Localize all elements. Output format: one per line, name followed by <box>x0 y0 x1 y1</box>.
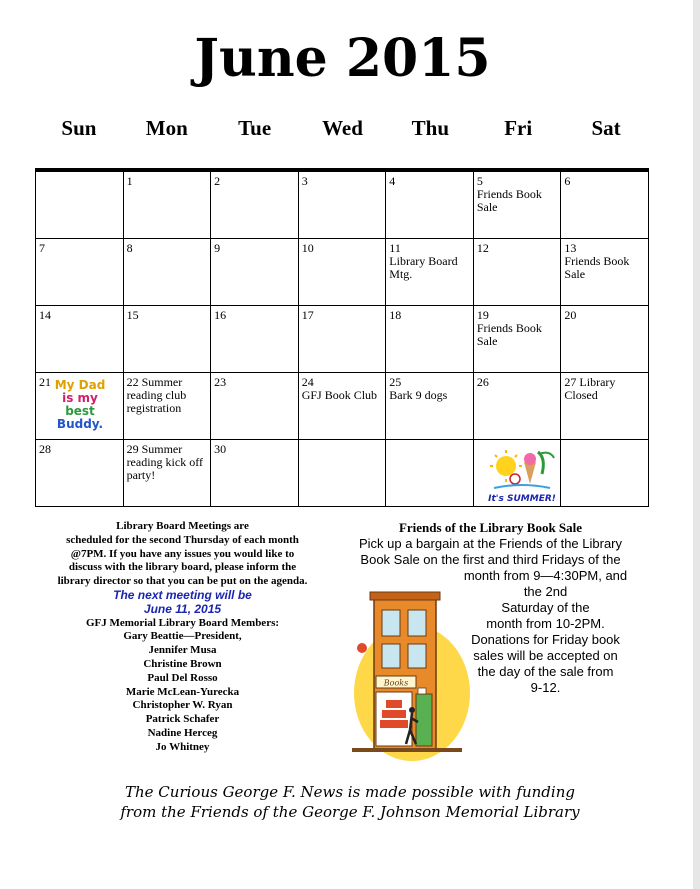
calendar-grid <box>35 168 649 507</box>
board-member: Paul Del Rosso <box>147 671 218 684</box>
day-number: 24 <box>301 375 314 389</box>
day-event: Friends Book Sale <box>564 254 630 281</box>
day-cell <box>211 373 299 440</box>
footer-line: The Curious George F. News is made possible with funding <box>125 783 575 801</box>
day-number: 12 <box>476 241 489 255</box>
day-cell <box>386 239 474 306</box>
dad-art-line: is my <box>62 391 98 405</box>
board-member: Jo Whitney <box>155 740 210 753</box>
book-sale-line: Book Sale on the first and third Fridays of the <box>360 552 621 567</box>
day-event: Friends Book Sale <box>476 187 542 214</box>
board-member: Gary Beattie—President, <box>123 630 242 643</box>
board-member: Christopher W. Ryan <box>132 699 233 712</box>
day-number: 25 <box>389 375 402 389</box>
footer-credit <box>0 782 700 822</box>
book-sale-line: Donations for Friday book <box>471 632 620 647</box>
dow-wed: Wed <box>322 116 363 140</box>
day-number: 1 <box>126 174 133 188</box>
day-cell <box>211 440 299 507</box>
day-cell <box>299 172 387 239</box>
day-cell <box>124 440 212 507</box>
book-sale-line: 9-12. <box>530 680 561 695</box>
day-event: Library Board Mtg. <box>389 254 458 281</box>
day-number: 14 <box>39 308 51 322</box>
day-number: 28 <box>39 442 51 456</box>
day-cell <box>36 239 124 306</box>
board-intro-line: discuss with the library board, please inform the <box>68 561 297 574</box>
book-sale-line: Saturday of the <box>501 600 590 615</box>
day-cell <box>386 373 474 440</box>
day-of-week-header <box>35 116 650 144</box>
day-cell <box>561 440 649 507</box>
footer-line: from the Friends of the George F. Johnson Memorial Library <box>120 803 580 821</box>
day-number: 17 <box>301 308 314 322</box>
day-number: 9 <box>214 241 221 255</box>
day-number: 8 <box>126 241 133 255</box>
book-sale-heading: Friends of the Library Book Sale <box>398 520 583 535</box>
day-cell <box>299 239 387 306</box>
day-cell <box>561 306 649 373</box>
day-number: 16 <box>214 308 227 322</box>
board-intro-line: scheduled for the second Thursday of each month <box>66 533 299 546</box>
my-dad-clipart <box>52 379 108 437</box>
day-cell <box>474 373 562 440</box>
day-number: 5 <box>476 174 483 188</box>
board-member: Patrick Schafer <box>145 713 220 726</box>
day-cell <box>474 172 562 239</box>
book-sale-line: Pick up a bargain at the Friends of the Library <box>358 536 623 551</box>
next-meeting-date: June 11, 2015 <box>143 601 222 616</box>
board-intro-line: library director so that you can be put on the agenda. <box>57 575 308 588</box>
dow-thu: Thu <box>411 116 450 140</box>
day-number: 30 <box>214 442 227 456</box>
day-cell <box>124 373 212 440</box>
day-cell <box>561 239 649 306</box>
board-member: Nadine Herceg <box>147 726 218 739</box>
day-cell <box>36 172 124 239</box>
day-cell <box>474 239 562 306</box>
day-cell <box>36 306 124 373</box>
next-meeting-line: The next meeting will be <box>113 587 252 602</box>
day-number: 7 <box>39 241 45 255</box>
day-event: Library Closed <box>564 375 616 402</box>
day-cell <box>36 440 124 507</box>
board-intro-line: Library Board Meetings are <box>116 520 249 532</box>
day-event: Friends Book Sale <box>476 321 542 348</box>
day-number: 21 <box>39 375 51 389</box>
board-member: Jennifer Musa <box>148 644 217 657</box>
book-sale-line: the day of the sale from <box>477 664 614 679</box>
books-sign-text: Books <box>383 678 409 688</box>
day-number: 19 <box>476 308 489 322</box>
dad-art-line: My Dad <box>54 378 106 392</box>
day-event: GFJ Book Club <box>301 388 378 402</box>
day-number: 15 <box>126 308 139 322</box>
day-cell <box>386 440 474 507</box>
day-cell <box>299 373 387 440</box>
day-cell <box>124 239 212 306</box>
day-cell <box>474 440 562 507</box>
day-event: Summer reading club registration <box>126 375 187 415</box>
day-cell <box>36 373 124 440</box>
dow-mon: Mon <box>145 116 188 140</box>
day-number: 4 <box>389 174 396 188</box>
day-number: 23 <box>214 375 227 389</box>
book-sale-line: sales will be accepted on <box>473 648 618 663</box>
its-summer-text: It's SUMMER! <box>487 494 556 504</box>
day-number: 2 <box>214 174 221 188</box>
page-title: June 2015 <box>194 28 491 89</box>
day-cell <box>211 239 299 306</box>
day-cell <box>386 306 474 373</box>
dad-art-line: best <box>65 404 95 418</box>
dow-sun: Sun <box>61 116 97 140</box>
day-number: 6 <box>564 174 571 188</box>
day-number: 29 <box>126 442 139 456</box>
board-member: Christine Brown <box>143 657 222 670</box>
day-event: Summer reading kick off party! <box>126 442 203 482</box>
dow-sat: Sat <box>591 116 621 140</box>
day-number: 20 <box>564 308 577 322</box>
its-summer-clipart <box>484 444 560 506</box>
library-board-info <box>35 520 330 755</box>
day-cell <box>561 373 649 440</box>
day-number: 10 <box>301 241 314 255</box>
day-cell <box>124 306 212 373</box>
day-cell <box>124 172 212 239</box>
day-cell <box>299 306 387 373</box>
dad-art-line: Buddy. <box>56 417 104 431</box>
day-cell <box>211 306 299 373</box>
page-edge <box>693 0 700 889</box>
board-intro-line: @7PM. If you have any issues you would like to <box>70 547 295 560</box>
day-cell <box>299 440 387 507</box>
dow-tue: Tue <box>238 116 272 140</box>
book-sale-line: month from 10-2PM. <box>486 616 605 631</box>
day-number: 26 <box>476 375 489 389</box>
day-number: 18 <box>389 308 402 322</box>
day-cell <box>386 172 474 239</box>
day-cell <box>561 172 649 239</box>
day-number: 13 <box>564 241 577 255</box>
day-cell <box>474 306 562 373</box>
dow-fri: Fri <box>504 116 533 140</box>
day-number: 22 <box>126 375 139 389</box>
day-event: Bark 9 dogs <box>389 388 448 402</box>
board-members-heading: GFJ Memorial Library Board Members: <box>85 616 280 629</box>
board-member: Marie McLean-Yurecka <box>125 685 240 698</box>
day-number: 27 <box>564 375 577 389</box>
day-number: 3 <box>301 174 308 188</box>
day-number: 11 <box>389 241 401 255</box>
book-sale-line: month from 9—4:30PM, and the 2nd <box>463 568 628 599</box>
day-cell <box>211 172 299 239</box>
bookstore-clipart <box>352 588 472 763</box>
